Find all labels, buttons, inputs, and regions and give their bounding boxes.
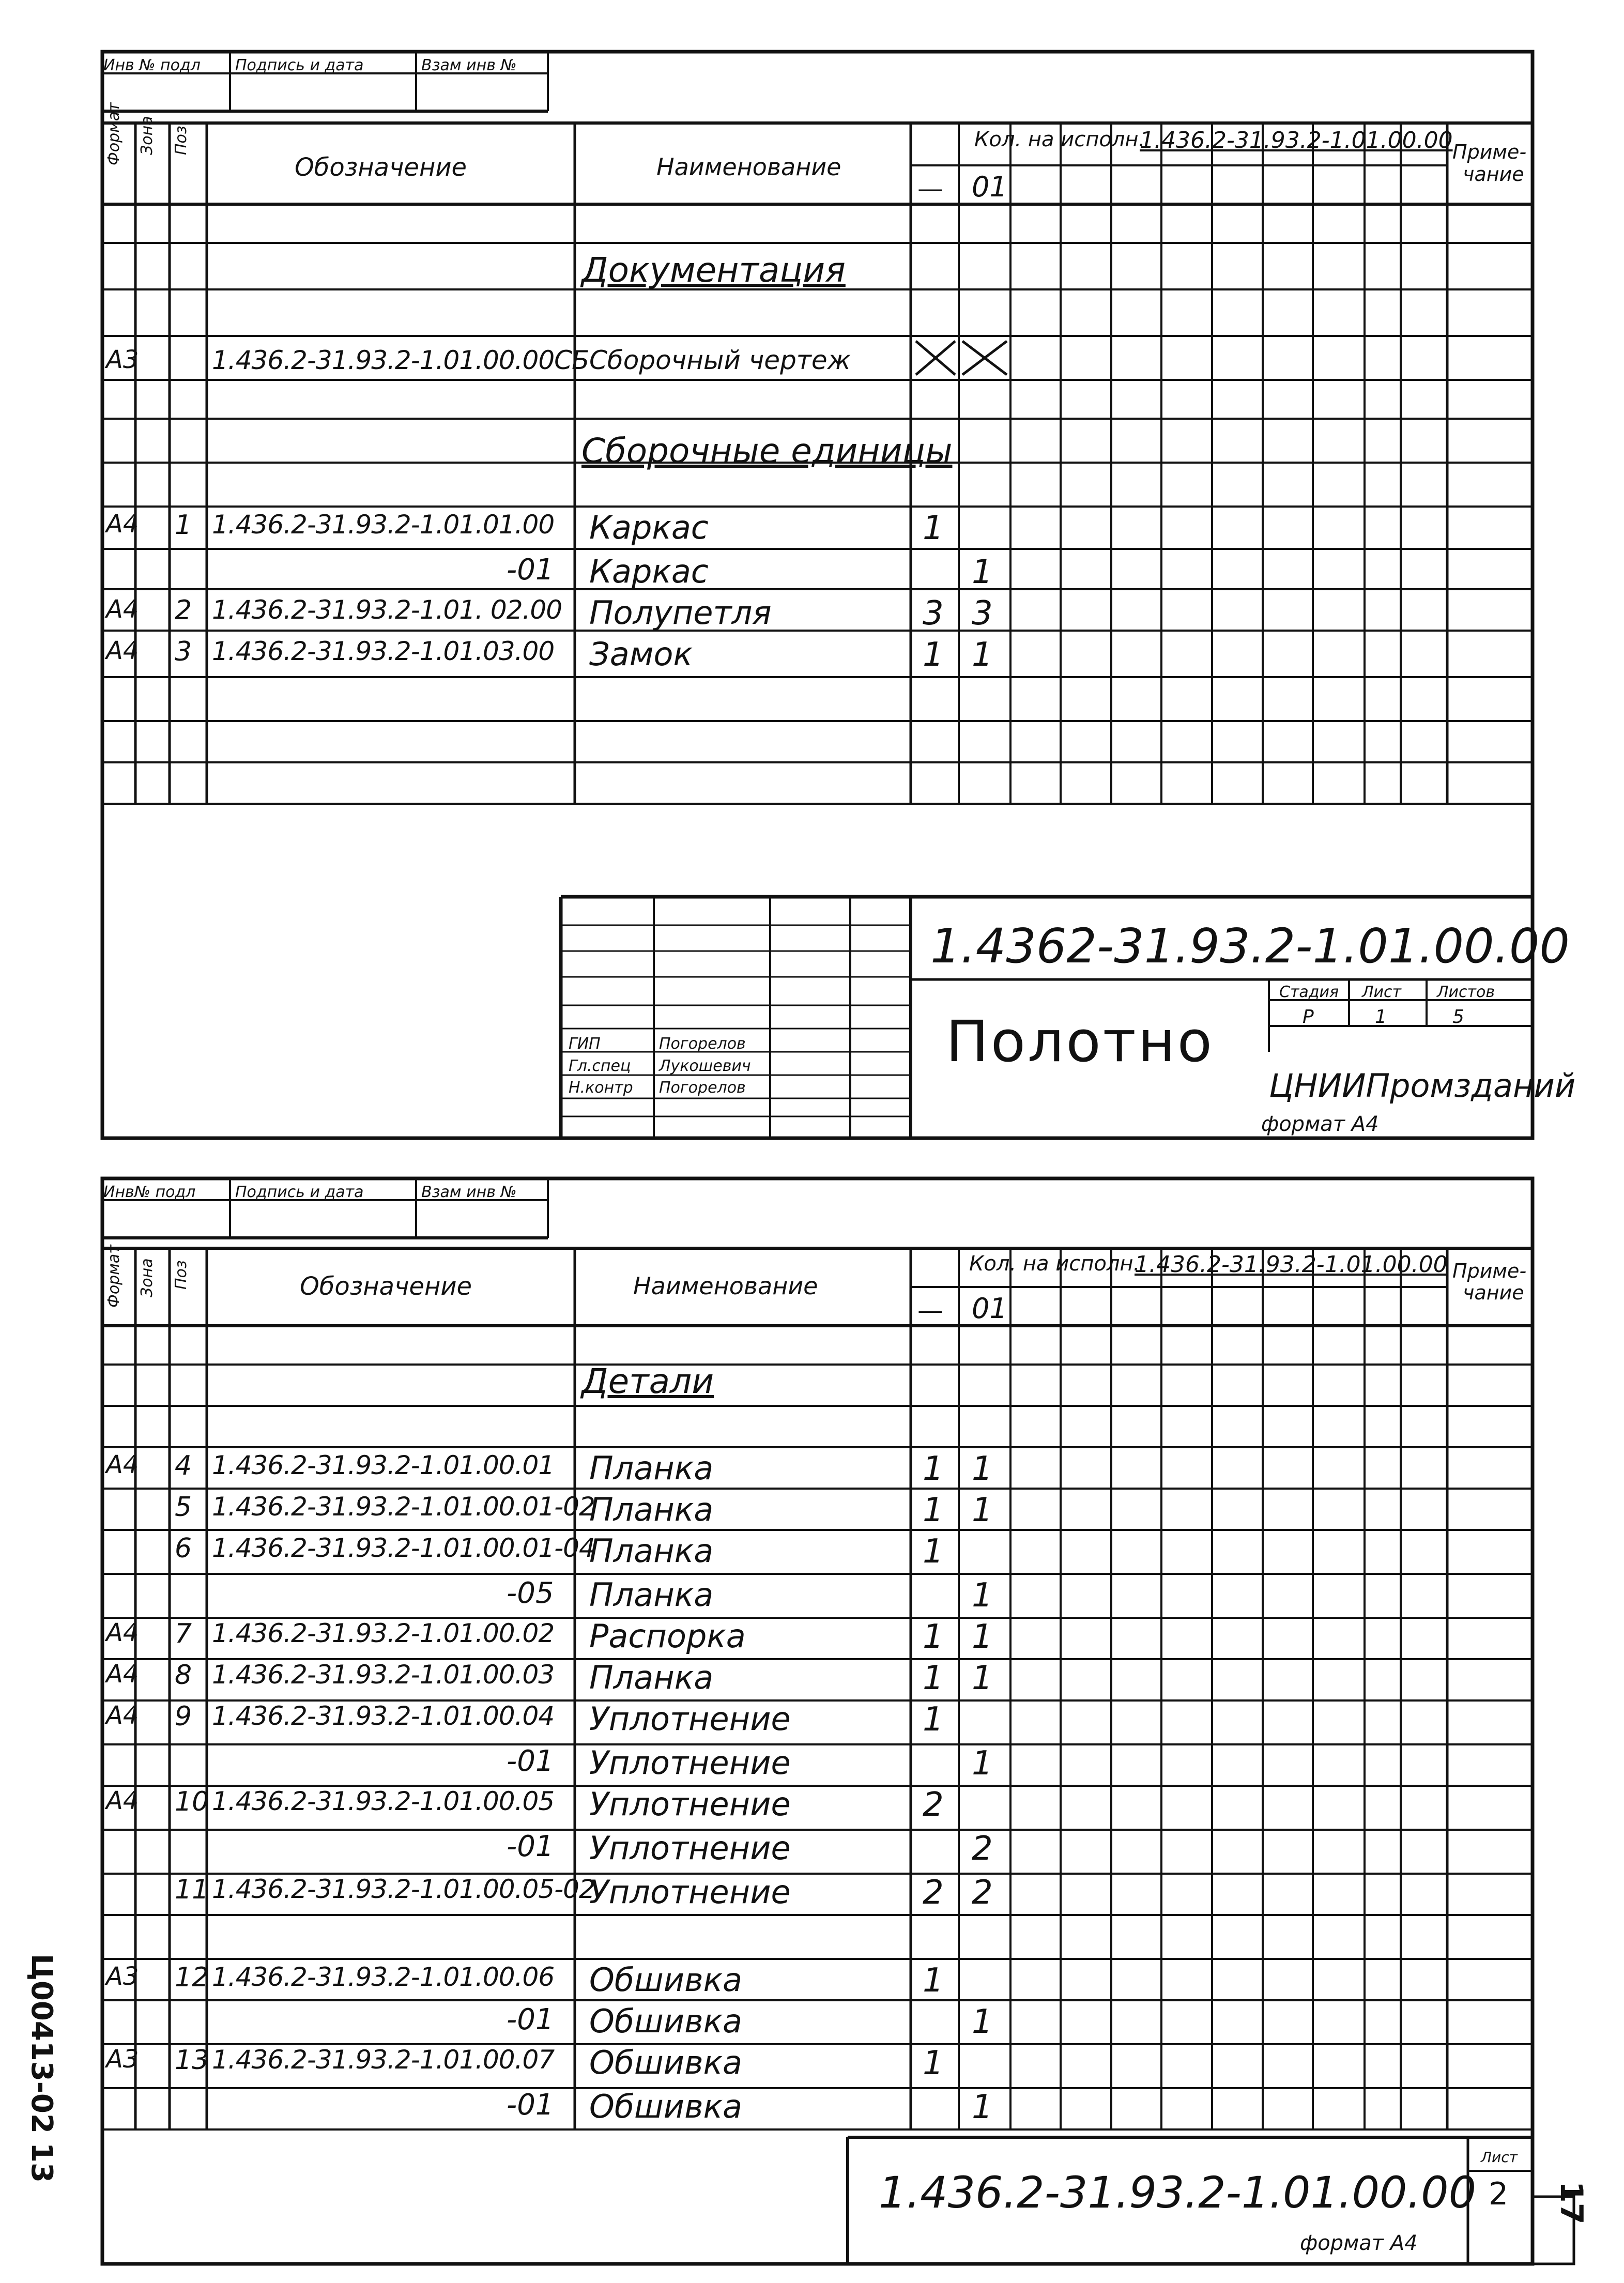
col-name-header: Наименование (656, 153, 841, 181)
col-qty-doc-number-2: 1.436.2-31.93.2-1.01.00.00 (1135, 1251, 1448, 1278)
col-note-header-1: Приме- (1452, 141, 1527, 163)
spec-row-qty-base: 1 (923, 1962, 944, 2000)
spec-row-name: Сборочный чертеж (589, 345, 851, 375)
col-variant-dash: — (917, 174, 943, 204)
spec-row-position: 12 (175, 1962, 209, 1993)
col-pos-header: Поз. (172, 120, 190, 155)
spec-row-qty-base: 3 (923, 594, 944, 633)
col-variant-01: 01 (972, 171, 1007, 203)
spec-row-designation: -01 (507, 1830, 554, 1863)
spec-row-position: 2 (175, 595, 192, 626)
name-chief-engineer: Погорелов (659, 1035, 746, 1053)
col-designation-header: Обозначение (295, 153, 467, 182)
spec-row-name: Обшивка (589, 2002, 743, 2040)
spec-row-position: 6 (175, 1533, 192, 1564)
stamp-inv-label-2: Инв№ подл (103, 1183, 196, 1201)
title-block-sheet-label-2: Лист (1481, 2149, 1518, 2166)
spec-row-name: Обшивка (589, 2044, 743, 2081)
col-zone-header: Зона (138, 116, 156, 155)
spec-row-position: 5 (175, 1492, 192, 1523)
spec-row-name: Уплотнение (589, 1829, 791, 1867)
title-block-sheets-value: 5 (1452, 1006, 1464, 1028)
spec-row-qty-variant-01: 1 (972, 2088, 993, 2126)
spec-row-position: 11 (175, 1874, 209, 1905)
spec-row-format: А4 (106, 510, 139, 539)
spec-row-qty-base: 1 (923, 1659, 944, 1697)
spec-row-designation: 1.436.2-31.93.2-1.01.03.00 (212, 636, 555, 666)
spec-row-qty-base: 1 (923, 1700, 944, 1739)
title-block-doc-number: 1.4362-31.93.2-1.01.00.00 (930, 918, 1570, 974)
spec-row-qty-variant-01: 1 (972, 2003, 993, 2041)
col-qty-title-2: Кол. на исполн. (969, 1252, 1140, 1276)
col-format-header-2: Формат (105, 1245, 123, 1308)
spec-row-qty-base: 1 (923, 1491, 944, 1529)
spec-row-position: 7 (175, 1618, 192, 1649)
spec-row-designation: -01 (507, 2003, 554, 2036)
name-chief-specialist: Лукошевич (659, 1057, 751, 1075)
spec-row-qty-variant-01: 1 (972, 553, 993, 591)
spec-row-qty-variant-01: 3 (972, 594, 993, 633)
spec-row-qty-variant-01: 1 (972, 636, 993, 674)
spec-section-heading: Документация (581, 250, 846, 290)
spec-row-qty-base: 2 (923, 1786, 944, 1824)
col-note-header-2: чание (1463, 163, 1524, 186)
spec-row-qty-variant-01: 1 (972, 1618, 993, 1656)
spec-row-format: А4 (106, 1660, 139, 1689)
corner-sheet-mark: 17 (1553, 2181, 1589, 2225)
spec-row-format: А3 (106, 345, 139, 374)
spec-row-position: 9 (175, 1701, 192, 1732)
spec-row-name: Уплотнение (589, 1873, 791, 1911)
spec-row-format: А3 (106, 1962, 139, 1991)
spec-row-designation: 1.436.2-31.93.2-1.01.01.00 (212, 510, 555, 540)
col-variant-dash-2: — (917, 1295, 943, 1325)
spec-row-name: Замок (589, 635, 693, 673)
spec-row-name: Планка (589, 1576, 714, 1614)
spec-section-heading: Детали (581, 1361, 714, 1401)
title-block-title: Полотно (946, 1008, 1214, 1075)
spec-row-designation: 1.436.2-31.93.2-1.01.00.01-04 (212, 1533, 595, 1563)
spec-row-designation: 1.436.2-31.93.2-1.01.00.05 (212, 1786, 555, 1816)
title-block-sheet-label: Лист (1362, 983, 1402, 1001)
title-block-sheet-value-2: 2 (1489, 2176, 1509, 2212)
spec-row-position: 10 (175, 1786, 209, 1817)
spec-row-designation: 1.436.2-31.93.2-1.01.00.03 (212, 1660, 555, 1690)
spec-row-qty-variant-01: 2 (972, 1830, 993, 1868)
side-page-number: 13 (25, 2142, 58, 2183)
title-block-stage-label: Стадия (1279, 983, 1339, 1001)
col-qty-doc-number: 1.436.2-31.93.2-1.01.00.00 (1140, 127, 1453, 154)
spec-row-designation: 1.436.2-31.93.2-1.01. 02.00 (212, 595, 562, 625)
spec-row-format: А4 (106, 636, 139, 665)
spec-row-qty-base: 1 (923, 1450, 944, 1488)
spec-row-designation: 1.436.2-31.93.2-1.01.00.05-02 (212, 1874, 595, 1904)
spec-row-format: А4 (106, 1701, 139, 1730)
spec-row-qty-base: 1 (923, 1533, 944, 1571)
spec-row-qty-base: 2 (923, 1874, 944, 1912)
spec-row-name: Планка (589, 1659, 714, 1696)
col-designation-header-2: Обозначение (300, 1272, 472, 1301)
role-chief-specialist: Гл.спец (569, 1057, 631, 1075)
spec-row-position: 13 (175, 2045, 209, 2076)
role-chief-engineer: ГИП (569, 1035, 601, 1053)
spec-row-name: Планка (589, 1491, 714, 1528)
spec-row-qty-variant-01: 2 (972, 1874, 993, 1912)
spec-row-format: А4 (106, 1786, 139, 1815)
spec-row-format: А4 (106, 1450, 139, 1479)
spec-row-position: 4 (175, 1450, 192, 1481)
title-block-stage-value: Р (1303, 1006, 1314, 1028)
spec-row-qty-variant-01: 1 (972, 1450, 993, 1488)
stamp-signature-label-2: Подпись и дата (235, 1183, 364, 1201)
spec-row-qty-base: 1 (923, 636, 944, 674)
spec-row-qty-variant-01: 1 (972, 1576, 993, 1615)
spec-row-qty-base: 1 (923, 509, 944, 547)
spec-row-name: Распорка (589, 1617, 746, 1655)
spec-row-designation: 1.436.2-31.93.2-1.01.00.07 (212, 2045, 555, 2075)
col-qty-title: Кол. на исполн. (974, 128, 1145, 151)
spec-row-qty-variant-01: 1 (972, 1491, 993, 1529)
col-pos-header-2: Поз (172, 1260, 190, 1290)
col-note-header-1-2: Приме- (1452, 1260, 1527, 1282)
title-block-doc-number-2: 1.436.2-31.93.2-1.01.00.00 (879, 2167, 1477, 2218)
spec-row-name: Полупетля (589, 594, 772, 632)
spec-row-designation: 1.436.2-31.93.2-1.01.00.00СБ (212, 345, 589, 375)
title-block-sheet-value: 1 (1375, 1006, 1387, 1028)
stamp-replace-label-2: Взам инв № (421, 1183, 517, 1201)
spec-row-designation: 1.436.2-31.93.2-1.01.00.02 (212, 1618, 555, 1648)
spec-section-heading: Сборочные единицы (581, 431, 953, 471)
spec-row-designation: 1.436.2-31.93.2-1.01.00.01 (212, 1450, 555, 1480)
spec-row-name: Планка (589, 1449, 714, 1487)
format-label-sheet-2: формат А4 (1300, 2231, 1418, 2255)
role-norm-control: Н.контр (569, 1079, 633, 1097)
spec-row-name: Обшивка (589, 2088, 743, 2125)
stamp-inv-label: Инв № подл (103, 56, 201, 74)
col-variant-01-2: 01 (972, 1292, 1007, 1325)
col-note-header-2-2: чание (1463, 1281, 1524, 1304)
title-block-sheets-label: Листов (1437, 983, 1495, 1001)
spec-row-designation: -05 (507, 1576, 554, 1610)
spec-row-name: Уплотнение (589, 1785, 791, 1823)
col-format-header: Формат (105, 102, 123, 165)
name-norm-control: Погорелов (659, 1079, 746, 1097)
spec-row-qty-base: 1 (923, 2044, 944, 2082)
spec-row-designation: 1.436.2-31.93.2-1.01.00.04 (212, 1701, 555, 1731)
spec-row-designation: 1.436.2-31.93.2-1.01.00.01-02 (212, 1492, 595, 1522)
spec-row-position: 1 (175, 510, 192, 541)
title-block-organization: ЦНИИПромзданий (1269, 1067, 1576, 1105)
spec-row-name: Уплотнение (589, 1700, 791, 1738)
col-zone-header-2: Зона (138, 1258, 156, 1297)
side-document-code: Ц00413-02 (25, 1954, 58, 2134)
stamp-signature-label: Подпись и дата (235, 56, 364, 74)
format-label-sheet-1: формат А4 (1261, 1112, 1379, 1136)
spec-row-format: А3 (106, 2045, 139, 2074)
stamp-replace-label: Взам инв № (421, 56, 517, 74)
spec-row-position: 8 (175, 1660, 192, 1691)
spec-row-name: Каркас (589, 553, 709, 590)
spec-row-designation: 1.436.2-31.93.2-1.01.00.06 (212, 1962, 555, 1992)
col-name-header-2: Наименование (633, 1272, 818, 1300)
spec-row-designation: -01 (507, 1744, 554, 1778)
spec-row-format: А4 (106, 595, 139, 624)
spec-row-designation: -01 (507, 2088, 554, 2122)
spec-row-position: 3 (175, 636, 192, 667)
spec-row-designation: -01 (507, 553, 554, 587)
spec-row-name: Планка (589, 1532, 714, 1570)
spec-row-qty-variant-01: 1 (972, 1744, 993, 1783)
spec-row-name: Уплотнение (589, 1744, 791, 1782)
spec-row-format: А4 (106, 1618, 139, 1647)
spec-row-qty-variant-01: 1 (972, 1659, 993, 1697)
spec-row-name: Каркас (589, 509, 709, 546)
spec-row-qty-base: 1 (923, 1618, 944, 1656)
spec-row-name: Обшивка (589, 1961, 743, 1999)
